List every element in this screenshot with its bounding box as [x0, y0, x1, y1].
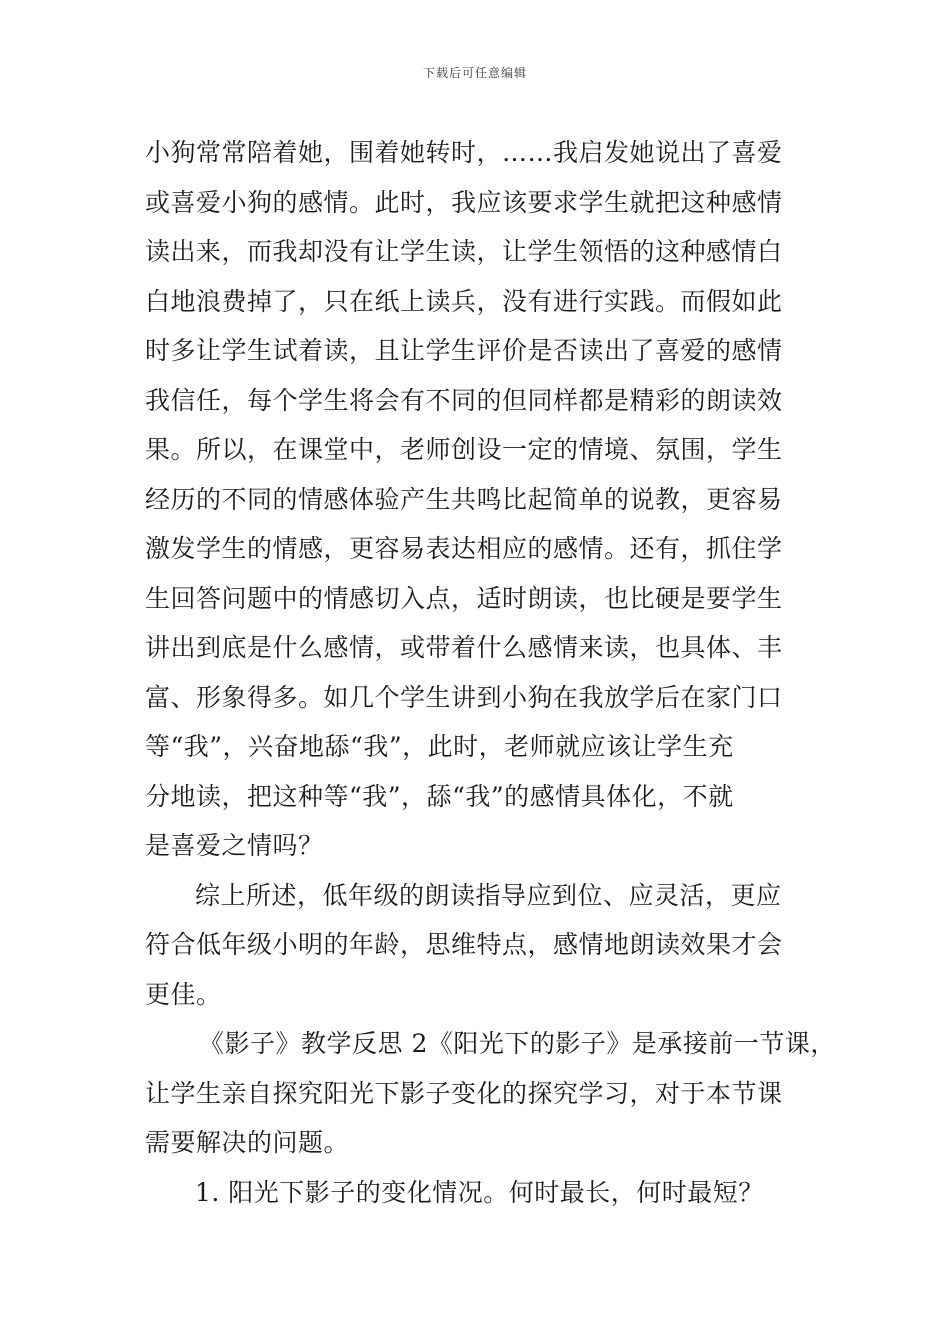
- text-line: 富、形象得多。如几个学生讲到小狗在我放学后在家门口: [145, 682, 783, 712]
- text-line: 或喜爱小狗的感情。此时，我应该要求学生就把这种感情: [145, 187, 783, 217]
- text-line: 需要解决的问题。: [145, 1128, 350, 1157]
- text-line: 经历的不同的情感体验产生共鸣比起简单的说教，更容易: [145, 484, 783, 514]
- text-line: 分地读，把这种等“我”，舔“我”的感情具体化，不就: [145, 781, 734, 811]
- document-body: [145, 128, 836, 1217]
- text-line: 小狗常常陪着她，围着她转时，……我启发她说出了喜爱: [145, 138, 783, 167]
- text-line: 白地浪费掉了，只在纸上读兵，没有进行实践。而假如此: [145, 286, 783, 316]
- text-line: 符合低年级小明的年龄，思维特点，感情地朗读效果才会: [145, 930, 783, 959]
- text-line: 果。所以，在课堂中，老师创设一定的情境、氛围，学生: [145, 435, 783, 464]
- text-line: 生回答问题中的情感切入点，适时朗读，也比硬是要学生: [145, 583, 783, 613]
- text-line: 我信任，每个学生将会有不同的但同样都是精彩的朗读效: [145, 385, 783, 415]
- paragraph-start-line: 综上所述，低年级的朗读指导应到位、应灵活，更应: [195, 880, 782, 910]
- text-line: 读出来，而我却没有让学生读，让学生领悟的这种感情白: [145, 237, 783, 266]
- text-line: 让学生亲自探究阳光下影子变化的探究学习，对于本节课: [145, 1078, 783, 1108]
- text-line: 激发学生的情感，更容易表达相应的感情。还有，抓住学: [145, 534, 783, 563]
- text-line: 更佳。: [145, 979, 222, 1009]
- text-line: 等“我”，兴奋地舔“我”，此时，老师就应该让学生充: [145, 732, 734, 761]
- header-note: 下载后可任意编辑: [422, 66, 527, 80]
- text-line: 是喜爱之情吗？: [145, 831, 324, 860]
- list-item-line: 1. 阳光下影子的变化情况。何时最长，何时最短？: [195, 1177, 764, 1207]
- text-line: 时多让学生试着读，且让学生评价是否读出了喜爱的感情: [145, 336, 783, 365]
- text-line: 讲出到底是什么感情，或带着什么感情来读，也具体、丰: [145, 633, 783, 662]
- paragraph-start-line: 《影子》教学反思 2《阳光下的影子》是承接前一节课，: [199, 1029, 836, 1058]
